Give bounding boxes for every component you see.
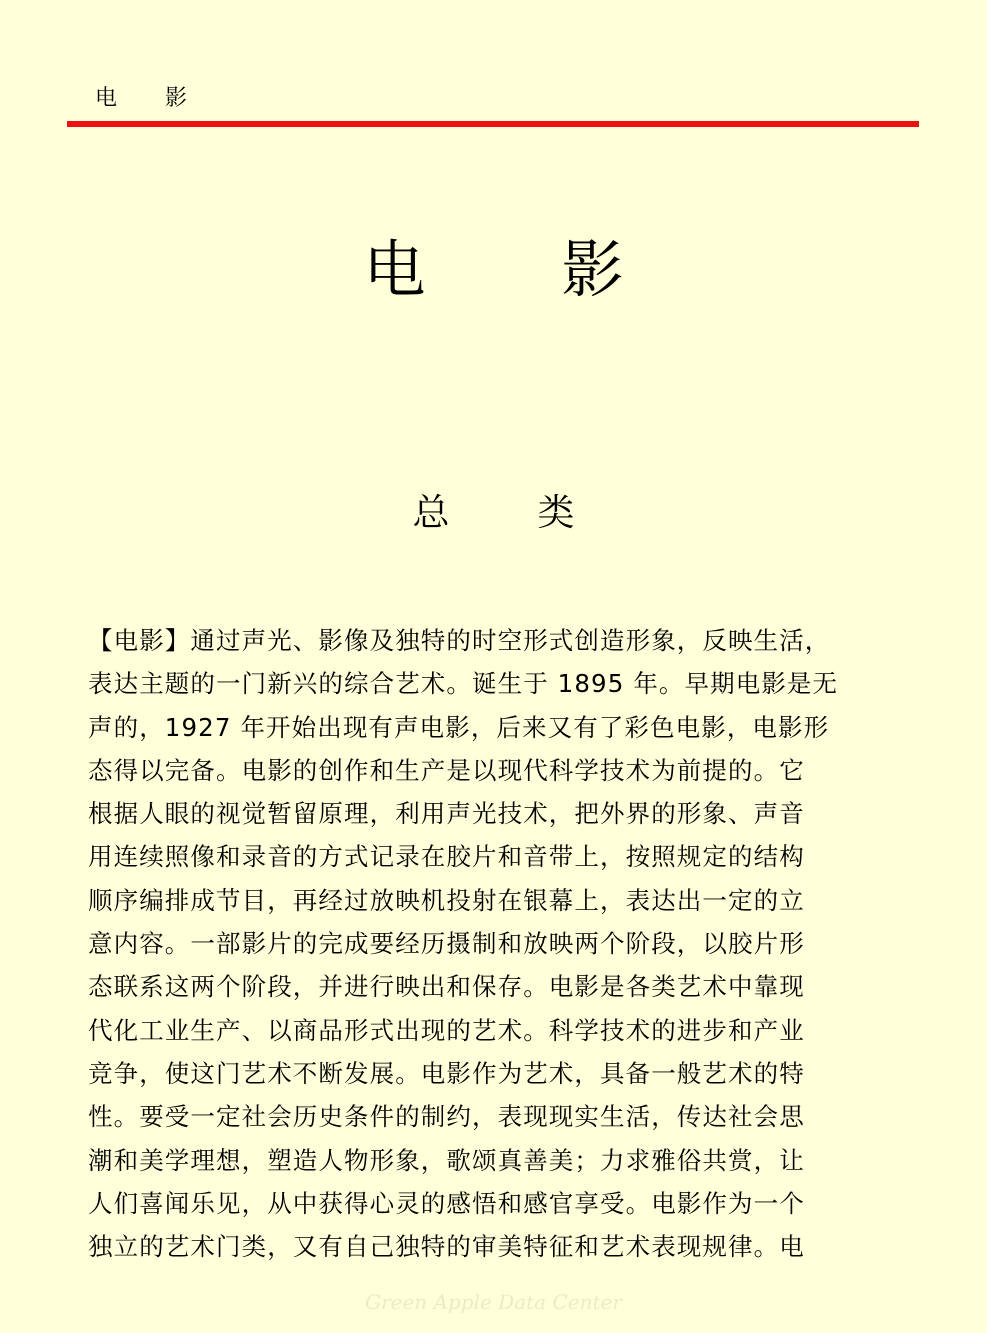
watermark: Green Apple Data Center bbox=[365, 1290, 622, 1314]
body-line: 性。要受一定社会历史条件的制约，表现现实生活，传达社会思 bbox=[88, 1102, 805, 1132]
body-line: 【电影】通过声光、影像及独特的时空形式创造形象，反映生活， bbox=[88, 626, 831, 655]
header-rule bbox=[67, 121, 919, 127]
body-line: 根据人眼的视觉暂留原理，利用声光技术，把外界的形象、声音 bbox=[88, 799, 805, 829]
body-text bbox=[88, 619, 904, 1268]
body-line: 代化工业生产、以商品形式出现的艺术。科学技术的进步和产业 bbox=[88, 1015, 805, 1045]
page-title: 电影 bbox=[363, 233, 760, 306]
body-line: 独立的艺术门类，又有自己独特的审美特征和艺术表现规律。电 bbox=[88, 1232, 805, 1262]
body-line: 竞争，使这门艺术不断发展。电影作为艺术，具备一般艺术的特 bbox=[88, 1058, 805, 1088]
body-line: 声的，1927 年开始出现有声电影，后来又有了彩色电影，电影形 bbox=[88, 712, 830, 742]
body-line: 意内容。一部影片的完成要经历摄制和放映两个阶段，以胶片形 bbox=[88, 929, 805, 959]
body-line: 表达主题的一门新兴的综合艺术。诞生于 1895 年。早期电影是无 bbox=[88, 669, 839, 699]
body-line: 潮和美学理想，塑造人物形象，歌颂真善美；力求雅俗共赏，让 bbox=[88, 1145, 805, 1175]
body-line: 用连续照像和录音的方式记录在胶片和音带上，按照规定的结构 bbox=[88, 842, 805, 872]
body-line: 态得以完备。电影的创作和生产是以现代科学技术为前提的。它 bbox=[88, 755, 805, 785]
body-line: 人们喜闻乐见，从中获得心灵的感悟和感官享受。电影作为一个 bbox=[88, 1188, 805, 1218]
body-line: 顺序编排成节目，再经过放映机投射在银幕上，表达出一定的立 bbox=[88, 885, 805, 915]
running-header: 电影 bbox=[95, 86, 236, 111]
body-line: 态联系这两个阶段，并进行映出和保存。电影是各类艺术中靠现 bbox=[88, 972, 805, 1002]
section-title: 总类 bbox=[412, 491, 663, 534]
